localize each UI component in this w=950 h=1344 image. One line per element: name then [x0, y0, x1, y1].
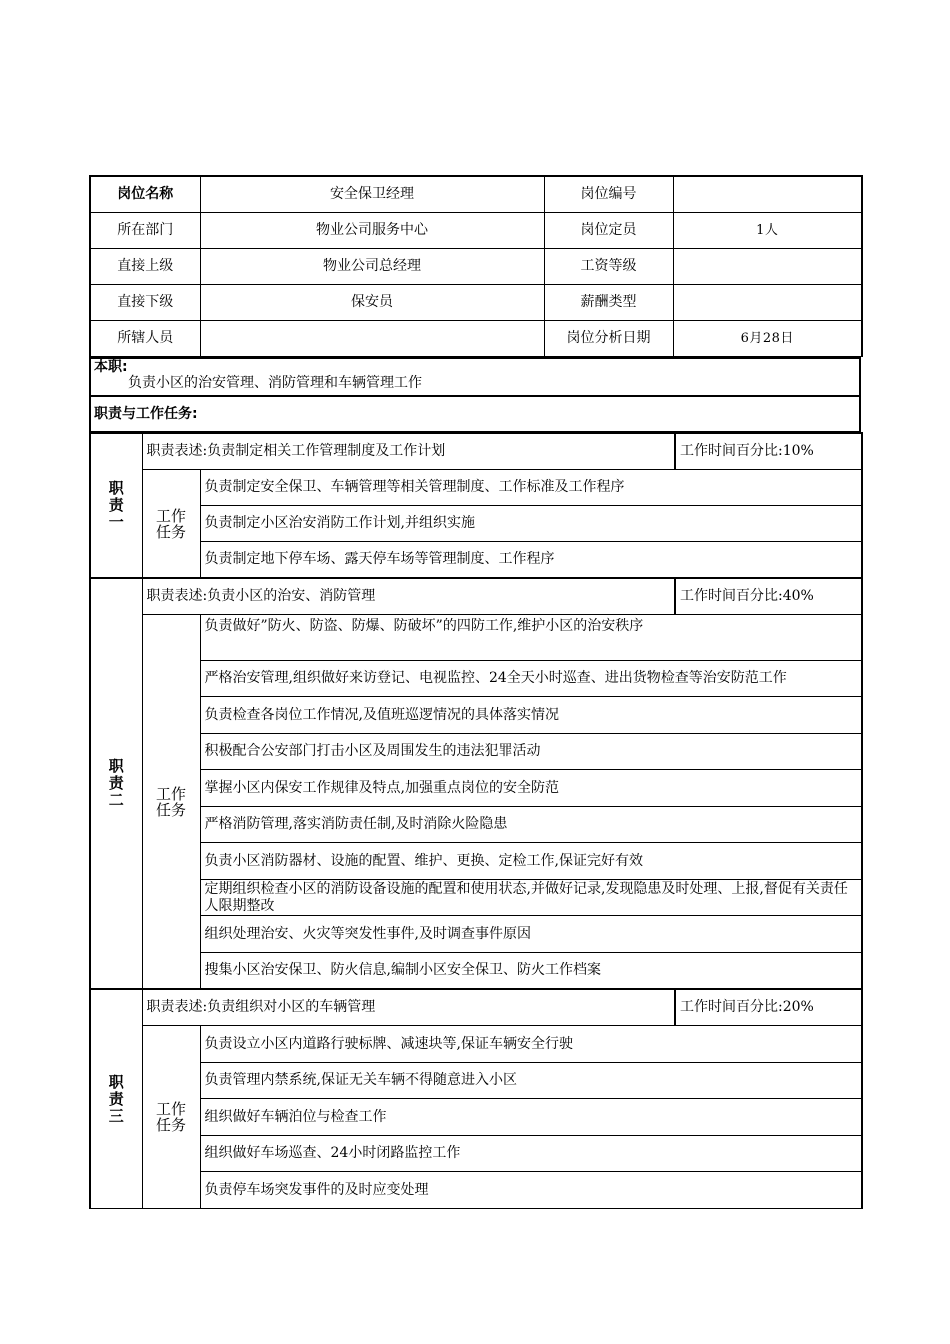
- duty-3-task-5: 负责停车场突发事件的及时应变处理: [200, 1172, 862, 1209]
- label-pay-type: 薪酬类型: [544, 285, 673, 321]
- duty-2-task-6: 严格消防管理,落实消防责任制,及时消除火险隐患: [200, 807, 862, 843]
- duty-2-task-10: 搜集小区治安保卫、防火信息,编制小区安全保卫、防火工作档案: [200, 953, 862, 990]
- duty-2-task-8: 定期组织检查小区的消防设备设施的配置和使用状态,并做好记录,发现隐患及时处理、上报,督促有关责任人限期整改: [200, 880, 862, 916]
- value-salary-grade: [673, 249, 862, 285]
- position-row-dept: [90, 213, 862, 249]
- duties-table: [89, 432, 863, 1209]
- duty-2-task-9: 组织处理治安、火灾等突发性事件,及时调查事件原因: [200, 916, 862, 953]
- label-analysis-date: 岗位分析日期: [544, 321, 673, 357]
- label-headcount: 岗位定员: [544, 213, 673, 249]
- position-row-superior: [90, 249, 862, 285]
- position-row-subordinate: [90, 285, 862, 321]
- value-analysis-date: 6月28日: [673, 321, 862, 357]
- main-duty-cell: [90, 358, 860, 396]
- duty-2-task-7: 负责小区消防器材、设施的配置、维护、更换、定检工作,保证完好有效: [200, 843, 862, 880]
- duty-3-name: 职责三: [90, 989, 142, 1209]
- label-department: 所在部门: [90, 213, 200, 249]
- label-position-code: 岗位编号: [544, 176, 673, 213]
- duty-2-task-2: 严格治安管理,组织做好来访登记、电视监控、24全天小时巡查、进出货物检查等治安防范工作: [200, 661, 862, 697]
- duty-3-task-label: 工作任务: [142, 1026, 200, 1209]
- value-department: 物业公司服务中心: [200, 213, 544, 249]
- duty-3-description: 职责表述:负责组织对小区的车辆管理: [142, 989, 675, 1026]
- duty-3-task-1: 负责设立小区内道路行驶标牌、减速块等,保证车辆安全行驶: [200, 1026, 862, 1063]
- duty-1-task-3: 负责制定地下停车场、露天停车场等管理制度、工作程序: [200, 542, 862, 579]
- main-duty-table: [89, 357, 861, 432]
- value-position-code: [673, 176, 862, 213]
- value-pay-type: [673, 285, 862, 321]
- duty-3-task-2: 负责管理内禁系统,保证无关车辆不得随意进入小区: [200, 1063, 862, 1099]
- duty-2-description: 职责表述:负责小区的治安、消防管理: [142, 578, 675, 615]
- main-duty-text: 负责小区的治安管理、消防管理和车辆管理工作: [128, 375, 422, 391]
- position-row-name: [90, 176, 862, 213]
- duty-2-task-4: 积极配合公安部门打击小区及周围发生的违法犯罪活动: [200, 734, 862, 770]
- duty-1-task-2: 负责制定小区治安消防工作计划,并组织实施: [200, 506, 862, 542]
- value-position-name: 安全保卫经理: [200, 176, 544, 213]
- position-row-staff: [90, 321, 862, 357]
- value-staff: [200, 321, 544, 357]
- duty-3-percent: 工作时间百分比:20%: [675, 989, 862, 1026]
- value-subordinate: 保安员: [200, 285, 544, 321]
- duty-2-percent: 工作时间百分比:40%: [675, 578, 862, 615]
- value-headcount: 1人: [673, 213, 862, 249]
- duty-2-name: 职责二: [90, 578, 142, 989]
- duty-1-task-label: 工作任务: [142, 470, 200, 579]
- main-duty-label: 本职:: [94, 359, 128, 375]
- duty-3-task-3: 组织做好车辆泊位与检查工作: [200, 1099, 862, 1136]
- duty-1-name: 职责一: [90, 433, 142, 578]
- position-info-table: [89, 175, 863, 357]
- duties-title-cell: [90, 396, 860, 432]
- value-superior: 物业公司总经理: [200, 249, 544, 285]
- label-subordinate: 直接下级: [90, 285, 200, 321]
- label-position-name: 岗位名称: [90, 176, 200, 213]
- duties-title: 职责与工作任务:: [94, 405, 198, 422]
- label-superior: 直接上级: [90, 249, 200, 285]
- duty-1-task-1: 负责制定安全保卫、车辆管理等相关管理制度、工作标准及工作程序: [200, 470, 862, 506]
- job-description-sheet: [89, 175, 861, 1209]
- duty-2-task-label: 工作任务: [142, 615, 200, 990]
- duty-3-task-4: 组织做好车场巡查、24小时闭路监控工作: [200, 1136, 862, 1172]
- duty-2-task-3: 负责检查各岗位工作情况,及值班巡逻情况的具体落实情况: [200, 697, 862, 734]
- duty-2-task-1: 负责做好”防火、防盗、防爆、防破坏”的四防工作,维护小区的治安秩序: [200, 615, 862, 661]
- label-salary-grade: 工资等级: [544, 249, 673, 285]
- duty-1-percent: 工作时间百分比:10%: [675, 433, 862, 470]
- duty-2-task-5: 掌握小区内保安工作规律及特点,加强重点岗位的安全防范: [200, 770, 862, 807]
- label-staff: 所辖人员: [90, 321, 200, 357]
- duty-1-description: 职责表述:负责制定相关工作管理制度及工作计划: [142, 433, 675, 470]
